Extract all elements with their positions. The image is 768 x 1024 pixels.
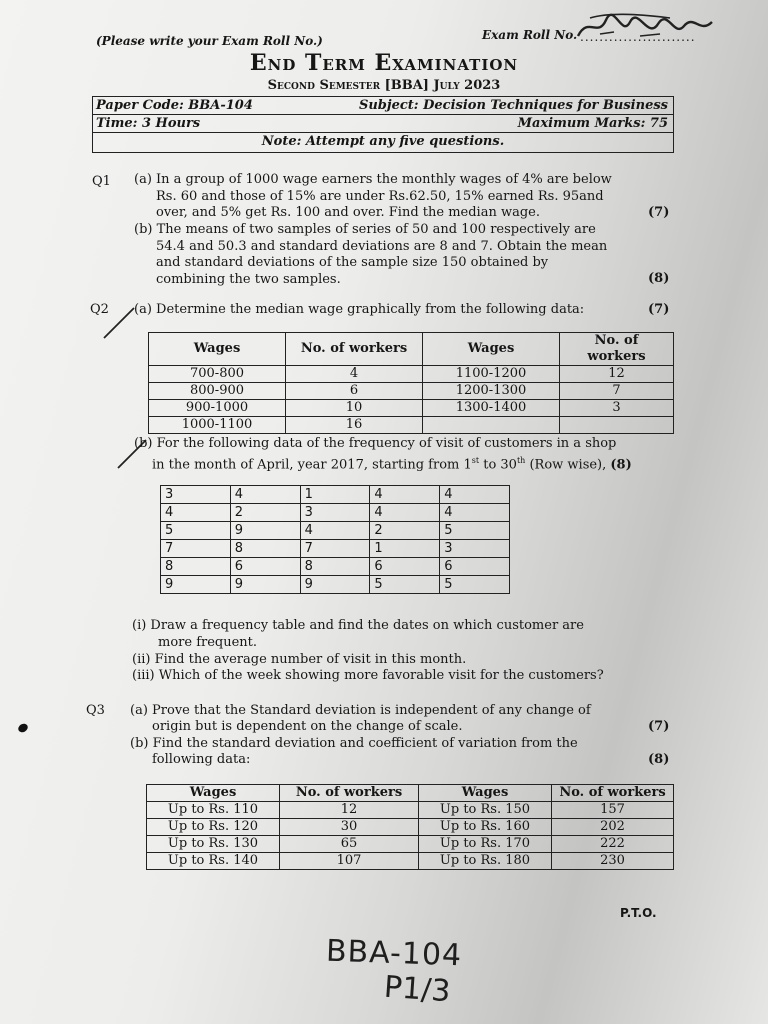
table-cell: 5: [161, 522, 231, 540]
table-cell: 4: [230, 486, 300, 504]
maximum-marks: Maximum Marks: 75: [517, 116, 668, 131]
table-header-row: [147, 785, 674, 802]
q1b-line: 54.4 and 50.3 and standard deviations are 8 and 7. Obtain the mean: [156, 238, 608, 254]
q3a-line2: origin but is dependent on the change of scale.: [152, 719, 463, 734]
table-cell: 700-800: [149, 366, 286, 383]
table-cell: Up to Rs. 160: [419, 819, 552, 836]
table-cell: 5: [440, 576, 510, 594]
q2b-line2-text: (Row wise),: [525, 457, 607, 473]
table-header-row: [149, 333, 674, 366]
table-cell: 9: [230, 522, 300, 540]
exam-roll-blank: ........................: [580, 30, 696, 44]
q2b-sub-i-cont: more frequent.: [158, 635, 258, 650]
q3b-marks: (8): [648, 752, 670, 767]
table-header: Wages: [149, 333, 286, 366]
table-cell: 8: [230, 540, 300, 558]
table-cell: 6: [286, 383, 423, 400]
time-allowed: Time: 3 Hours: [96, 116, 201, 131]
table-header: Wages: [419, 785, 552, 802]
exam-title: End Term Examination: [249, 50, 519, 76]
instruction-note: Note: Attempt any five questions.: [261, 134, 505, 149]
semester-line: Second Semester [BBA] July 2023: [267, 78, 501, 93]
subject: Subject: Decision Techniques for Business: [358, 98, 668, 113]
q2b-sub-iii: (iii) Which of the week showing more favorable visit for the customers?: [132, 668, 604, 683]
table-cell: 7: [300, 540, 370, 558]
table-header: No. of workers: [560, 333, 674, 366]
q2b-line1: (b) For the following data of the frequency of visit of customers in a shop: [134, 436, 617, 451]
q2b-line2-text: in the month of April, year 2017, starting from 1: [152, 457, 472, 473]
table-cell: 12: [560, 366, 674, 383]
q1-part-a: [134, 172, 674, 222]
q2a-marks: (7): [648, 302, 670, 317]
q2b-line2-text: to 30: [479, 457, 517, 473]
table-header: No. of workers: [280, 785, 419, 802]
table-cell: 9: [161, 576, 231, 594]
q3b-wage-table: [146, 784, 674, 870]
table-cell: 4: [440, 504, 510, 522]
table-cell: 1300-1400: [423, 400, 560, 417]
q2-number: Q2: [90, 302, 109, 317]
roll-number-instruction: (Please write your Exam Roll No.): [96, 34, 323, 48]
table-row: [161, 576, 510, 594]
table-header: No. of workers: [552, 785, 674, 802]
handwritten-page-number: P1/3: [382, 969, 452, 1010]
table-cell: 8: [161, 558, 231, 576]
table-cell: 7: [161, 540, 231, 558]
table-cell: Up to Rs. 180: [419, 853, 552, 870]
q1b-marks: (8): [648, 271, 670, 286]
table-cell: 2: [370, 522, 440, 540]
table-cell: 800-900: [149, 383, 286, 400]
visit-frequency-table: [160, 485, 510, 594]
table-cell: 4: [370, 504, 440, 522]
table-cell: 3: [161, 486, 231, 504]
q1a-line: over, and 5% get Rs. 100 and over. Find the median wage.: [156, 205, 540, 220]
table-row: [149, 417, 674, 434]
table-header: Wages: [423, 333, 560, 366]
table-cell: Up to Rs. 110: [147, 802, 280, 819]
table-cell: 6: [370, 558, 440, 576]
table-cell: 9: [230, 576, 300, 594]
q3a-line1: (a) Prove that the Standard deviation is independent of any change of: [130, 703, 591, 718]
table-cell: 1: [300, 486, 370, 504]
table-row: [147, 836, 674, 853]
q1a-marks: (7): [648, 205, 670, 220]
page-turn-over: P.T.O.: [620, 906, 657, 920]
table-cell: [423, 417, 560, 434]
table-cell: Up to Rs. 150: [419, 802, 552, 819]
q3-number: Q3: [86, 703, 105, 718]
table-row: [161, 558, 510, 576]
table-cell: 900-1000: [149, 400, 286, 417]
q1a-line: Rs. 60 and those of 15% are under Rs.62.50, 15% earned Rs. 95and: [156, 188, 604, 204]
paper-info-box: [92, 96, 674, 152]
table-cell: 7: [560, 383, 674, 400]
table-cell: 3: [560, 400, 674, 417]
table-cell: 3: [440, 540, 510, 558]
table-cell: 1100-1200: [423, 366, 560, 383]
table-row: [147, 802, 674, 819]
q1a-line: (a) In a group of 1000 wage earners the monthly wages of 4% are below: [134, 172, 612, 187]
table-cell: 4: [286, 366, 423, 383]
q2b-marks: (8): [610, 457, 632, 473]
q2a-text: (a) Determine the median wage graphically from the following data:: [134, 302, 585, 317]
roll-number-scribble: [570, 8, 720, 48]
table-cell: 8: [300, 558, 370, 576]
exam-roll-label: Exam Roll No.: [482, 28, 578, 42]
table-cell: 4: [300, 522, 370, 540]
table-cell: 16: [286, 417, 423, 434]
table-cell: 1200-1300: [423, 383, 560, 400]
table-cell: Up to Rs. 140: [147, 853, 280, 870]
table-cell: 4: [440, 486, 510, 504]
table-cell: 9: [300, 576, 370, 594]
table-cell: 4: [161, 504, 231, 522]
table-cell: 3: [300, 504, 370, 522]
table-row: [149, 383, 674, 400]
table-cell: 1000-1100: [149, 417, 286, 434]
table-cell: 12: [280, 802, 419, 819]
table-row: [161, 540, 510, 558]
q1b-line: (b) The means of two samples of series of 50 and 100 respectively are: [134, 222, 596, 237]
table-cell: 5: [440, 522, 510, 540]
table-cell: 230: [552, 853, 674, 870]
q1-part-b: [134, 222, 674, 288]
table-cell: 202: [552, 819, 674, 836]
table-cell: 10: [286, 400, 423, 417]
q1b-line: combining the two samples.: [156, 271, 341, 287]
ink-blot: [17, 722, 30, 734]
table-cell: [560, 417, 674, 434]
q2b-sub-ii: (ii) Find the average number of visit in this month.: [132, 652, 467, 667]
q3b-line2: following data:: [152, 752, 251, 767]
handwritten-paper-code: BBA-104: [325, 933, 463, 974]
table-row: [147, 853, 674, 870]
table-cell: 2: [230, 504, 300, 522]
table-cell: Up to Rs. 170: [419, 836, 552, 853]
superscript-st: st: [471, 456, 480, 465]
q1b-line: and standard deviations of the sample size 150 obtained by: [156, 255, 549, 270]
table-cell: 5: [370, 576, 440, 594]
table-row: [147, 819, 674, 836]
table-cell: 4: [370, 486, 440, 504]
table-cell: 6: [440, 558, 510, 576]
q3a-marks: (7): [648, 719, 670, 734]
q3b-line1: (b) Find the standard deviation and coefficient of variation from the: [130, 736, 578, 751]
table-row: [161, 486, 510, 504]
table-cell: 107: [280, 853, 419, 870]
table-cell: 222: [552, 836, 674, 853]
table-cell: 1: [370, 540, 440, 558]
table-row: [149, 366, 674, 383]
table-cell: Up to Rs. 130: [147, 836, 280, 853]
q2b-sub-i: (i) Draw a frequency table and find the dates on which customer are: [132, 618, 584, 633]
paper-code: Paper Code: BBA-104: [96, 98, 253, 113]
table-header: Wages: [147, 785, 280, 802]
q1-number: Q1: [92, 174, 111, 189]
table-cell: Up to Rs. 120: [147, 819, 280, 836]
table-row: [161, 504, 510, 522]
table-header: No. of workers: [286, 333, 423, 366]
table-row: [149, 400, 674, 417]
table-cell: 30: [280, 819, 419, 836]
table-cell: 6: [230, 558, 300, 576]
superscript-th: th: [516, 456, 526, 465]
table-cell: 157: [552, 802, 674, 819]
table-cell: 65: [280, 836, 419, 853]
table-row: [161, 522, 510, 540]
q2a-wage-table: [148, 332, 674, 434]
q2b-line2: [152, 453, 632, 474]
